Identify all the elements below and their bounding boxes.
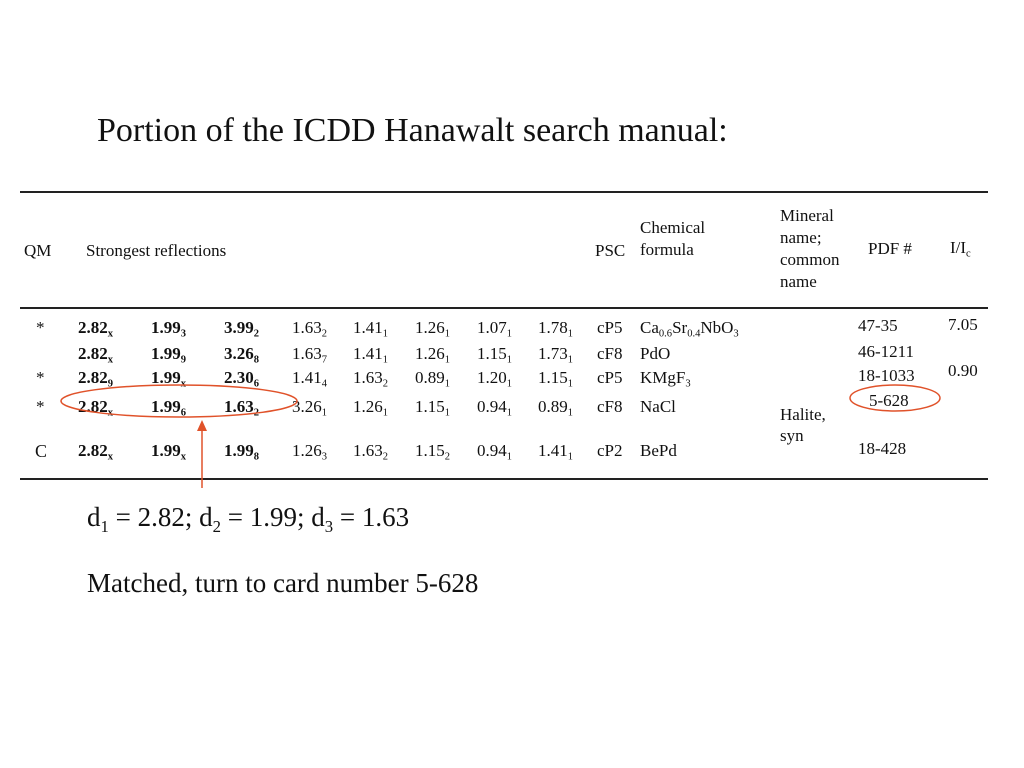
header-intensity-ratio: $I/I_c$ — [950, 238, 971, 260]
reflection-value: $3.99_2$ — [224, 318, 260, 340]
qm-marker: * — [36, 318, 45, 337]
matched-line: Matched, turn to card number 5-628 — [87, 568, 479, 598]
reflection-value: $1.73_1$ — [538, 344, 574, 366]
reflection-value: $0.89_1$ — [415, 368, 451, 390]
reflection-value: $1.63_2$ — [292, 318, 328, 340]
reflection-value: $1.41_1$ — [353, 344, 389, 366]
reflection-value: $1.26_1$ — [353, 397, 389, 419]
reflection-value: $1.63_2$ — [224, 397, 260, 419]
reflection-value: $1.41_1$ — [538, 441, 574, 463]
reflection-value: $1.26_1$ — [415, 344, 451, 366]
header-chemical: Chemical — [640, 218, 706, 237]
reflection-value: $1.99_3$ — [151, 318, 187, 340]
reflection-value: $1.78_1$ — [538, 318, 574, 340]
reflection-value: $1.07_1$ — [477, 318, 513, 340]
reflection-value: $3.26_8$ — [224, 344, 260, 366]
reflection-value: $1.63_2$ — [353, 441, 389, 463]
reflection-value: $1.41_4$ — [292, 368, 328, 390]
reflection-value: $1.99_9$ — [151, 344, 187, 366]
reflection-value: $1.15_1$ — [415, 397, 451, 419]
reflection-value: $1.63_7$ — [292, 344, 328, 366]
psc-value: cF8 — [597, 344, 623, 363]
d-values-line: $d_1 = 2.82$; $d_2 = 1.99$; $d_3 = 1.63$ — [87, 502, 410, 536]
reflection-value: $1.99_6$ — [151, 397, 187, 419]
chemical-formula: KMgF$_3$ — [640, 368, 691, 390]
header-formula: formula — [640, 240, 694, 259]
reflection-value: $2.82_x$ — [78, 441, 114, 463]
chemical-formula: $Ca_{0.6}Sr_{0.4}NbO_3$ — [640, 318, 739, 340]
reflection-value: $1.41_1$ — [353, 318, 389, 340]
header-qm: QM — [24, 241, 52, 260]
mineral-name: Halite, — [780, 405, 826, 424]
header-strongest-reflections: Strongest reflections — [86, 241, 227, 260]
reflection-value: $1.15_1$ — [538, 368, 574, 390]
intensity-ratio-value: 0.90 — [948, 361, 978, 380]
reflection-value: $2.82_x$ — [78, 344, 114, 366]
reflection-value: $3.26_1$ — [292, 397, 328, 419]
pdf-number: 46-1211 — [858, 342, 915, 361]
reflection-value: $1.26_3$ — [292, 441, 328, 463]
psc-value: cF8 — [597, 397, 623, 416]
reflection-value: $2.82_x$ — [78, 397, 114, 419]
reflection-value: $0.94_1$ — [477, 397, 513, 419]
header-common: common — [780, 250, 840, 269]
pdf-number: 18-428 — [858, 439, 907, 458]
header-psc: PSC — [595, 241, 626, 260]
pdf-number: 18-1033 — [858, 366, 915, 385]
chemical-formula: BePd — [640, 441, 677, 460]
header-name: name; — [780, 228, 822, 247]
chemical-formula: NaCl — [640, 397, 676, 416]
header-pdf: PDF # — [868, 239, 912, 258]
pdf-number: 47-35 — [858, 316, 898, 335]
psc-value: cP2 — [597, 441, 623, 460]
reflection-value: $1.20_1$ — [477, 368, 513, 390]
reflection-value: $1.15_2$ — [415, 441, 451, 463]
reflection-value: $0.89_1$ — [538, 397, 574, 419]
qm-marker: * — [36, 368, 45, 387]
header-mineral: Mineral — [780, 206, 834, 225]
header-common-name: name — [780, 272, 817, 291]
qm-marker: C — [35, 441, 48, 461]
reflection-value: $1.26_1$ — [415, 318, 451, 340]
reflection-value: $1.99_x$ — [151, 441, 187, 463]
qm-marker: * — [36, 397, 45, 416]
reflection-value: $1.99_x$ — [151, 368, 187, 390]
arrow-head-icon — [197, 420, 207, 431]
reflection-value: $2.30_6$ — [224, 368, 260, 390]
psc-value: cP5 — [597, 368, 623, 387]
reflection-value: $2.82_9$ — [78, 368, 114, 390]
chemical-formula: PdO — [640, 344, 671, 363]
reflection-value: $1.99_8$ — [224, 441, 260, 463]
intensity-ratio-value: 7.05 — [948, 315, 978, 334]
highlight-ellipse-d-values — [61, 385, 297, 417]
psc-value: cP5 — [597, 318, 623, 337]
pdf-number: 5-628 — [869, 391, 909, 410]
mineral-name-cont: syn — [780, 426, 804, 445]
highlight-ellipse-pdf — [850, 385, 940, 411]
reflection-value: $2.82_x$ — [78, 318, 114, 340]
reflection-value: $1.63_2$ — [353, 368, 389, 390]
reflection-value: $1.15_1$ — [477, 344, 513, 366]
slide-title: Portion of the ICDD Hanawalt search manual: — [97, 112, 728, 149]
reflection-value: $0.94_1$ — [477, 441, 513, 463]
